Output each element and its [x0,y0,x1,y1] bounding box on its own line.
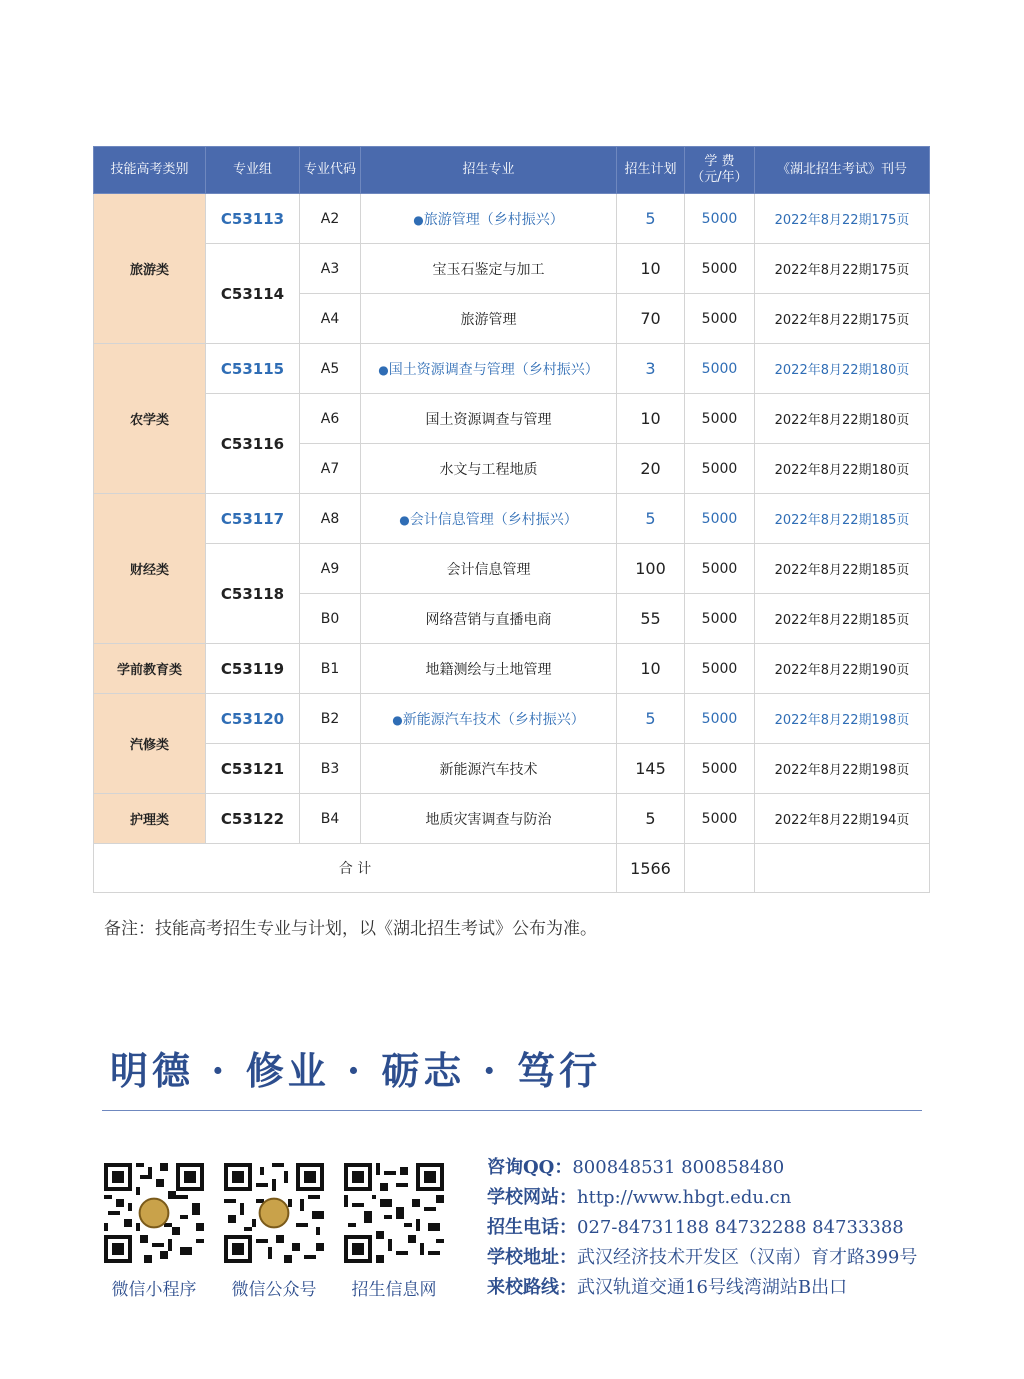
major-cell [361,494,617,544]
code-cell: B0 [300,594,361,644]
header-fee-line1: 学 费 [704,154,735,169]
table-header-row [94,147,930,194]
contact-route-value: 武汉轨道交通16号线湾湖站B出口 [577,1277,848,1298]
divider [102,1110,922,1111]
code-cell: A3 [300,244,361,294]
qr-label-admission-website: 招生信息网 [351,1280,437,1300]
fee-cell: 5000 [685,744,755,794]
admission-website-qr-icon[interactable] [344,1163,444,1263]
contact-route [487,1273,917,1303]
contact-route-label: 来校路线： [487,1277,577,1298]
table-row [94,644,930,694]
plan-cell: 10 [617,244,685,294]
group-cell: C53119 [206,644,300,694]
code-cell: B3 [300,744,361,794]
plan-cell: 145 [617,744,685,794]
plan-cell: 5 [617,494,685,544]
total-label: 合 计 [94,844,617,893]
contact-phone [487,1213,917,1243]
code-cell: B2 [300,694,361,744]
major-label: 国土资源调查与管理（乡村振兴） [388,361,599,378]
contact-website [487,1183,917,1213]
group-cell: C53121 [206,744,300,794]
major-cell [361,194,617,244]
header-plan: 招生计划 [617,147,685,194]
contact-phone-value: 027-84731188 84732288 84733388 [577,1217,904,1238]
contact-web-label: 学校网站： [487,1187,577,1208]
fee-cell: 5000 [685,694,755,744]
major-cell: 地质灾害调查与防治 [361,794,617,844]
header-issue: 《湖北招生考试》刊号 [755,147,930,194]
enrollment-table [93,146,930,893]
category-cell: 学前教育类 [94,644,206,694]
code-cell: A8 [300,494,361,544]
plan-cell: 5 [617,794,685,844]
plan-cell: 5 [617,194,685,244]
table-row [94,694,930,744]
qr-label-mini-program: 微信小程序 [111,1280,197,1300]
bullet-icon: ● [392,712,403,727]
major-cell: 水文与工程地质 [361,444,617,494]
header-group: 专业组 [206,147,300,194]
contact-qq-value: 800848531 800858480 [572,1157,785,1178]
code-cell: A5 [300,344,361,394]
major-cell: 地籍测绘与土地管理 [361,644,617,694]
major-cell: 会计信息管理 [361,544,617,594]
category-cell: 旅游类 [94,194,206,344]
plan-cell: 10 [617,394,685,444]
major-label: 新能源汽车技术（乡村振兴） [402,711,585,728]
group-cell: C53117 [206,494,300,544]
group-cell: C53115 [206,344,300,394]
contact-phone-label: 招生电话： [487,1217,577,1238]
plan-cell: 10 [617,644,685,694]
wechat-mini-program-qr-icon[interactable] [104,1163,204,1263]
code-cell: B4 [300,794,361,844]
group-cell: C53122 [206,794,300,844]
issue-cell: 2022年8月22期185页 [755,494,930,544]
group-cell: C53113 [206,194,300,244]
total-fee-empty [685,844,755,893]
table-row [94,744,930,794]
issue-cell: 2022年8月22期185页 [755,594,930,644]
major-cell [361,694,617,744]
table-row [94,344,930,394]
group-cell: C53120 [206,694,300,744]
issue-cell: 2022年8月22期180页 [755,444,930,494]
fee-cell: 5000 [685,494,755,544]
contact-address [487,1243,917,1273]
code-cell: A4 [300,294,361,344]
bullet-icon: ● [413,212,424,227]
contact-web-value[interactable]: http://www.hbgt.edu.cn [577,1187,792,1208]
table-row [94,494,930,544]
category-cell: 护理类 [94,794,206,844]
table-row [94,544,930,594]
issue-cell: 2022年8月22期190页 [755,644,930,694]
table-row [94,244,930,294]
code-cell: A2 [300,194,361,244]
code-cell: B1 [300,644,361,694]
plan-cell: 70 [617,294,685,344]
fee-cell: 5000 [685,294,755,344]
major-cell: 宝玉石鉴定与加工 [361,244,617,294]
plan-cell: 3 [617,344,685,394]
issue-cell: 2022年8月22期175页 [755,244,930,294]
contact-qq-label: 咨询QQ： [487,1157,573,1178]
code-cell: A6 [300,394,361,444]
plan-cell: 20 [617,444,685,494]
total-value: 1566 [617,844,685,893]
fee-cell: 5000 [685,544,755,594]
table-row [94,394,930,444]
wechat-official-account-qr-icon[interactable] [224,1163,324,1263]
major-cell: 网络营销与直播电商 [361,594,617,644]
qr-label-official-account: 微信公众号 [231,1280,317,1300]
contact-info [487,1153,917,1303]
major-cell: 旅游管理 [361,294,617,344]
issue-cell: 2022年8月22期175页 [755,194,930,244]
bullet-icon: ● [399,512,410,527]
footnote: 备注：技能高考招生专业与计划，以《湖北招生考试》公布为准。 [104,919,597,939]
issue-cell: 2022年8月22期198页 [755,744,930,794]
fee-cell: 5000 [685,444,755,494]
total-issue-empty [755,844,930,893]
category-cell: 汽修类 [94,694,206,794]
major-cell [361,344,617,394]
group-cell: C53114 [206,244,300,344]
fee-cell: 5000 [685,594,755,644]
major-label: 旅游管理（乡村振兴） [423,211,564,228]
header-fee [685,147,755,194]
group-cell: C53118 [206,544,300,644]
code-cell: A9 [300,544,361,594]
table-row [94,194,930,244]
school-motto: 明德 · 修业 · 砺志 · 笃行 [110,1048,602,1093]
contact-address-label: 学校地址： [487,1247,577,1268]
code-cell: A7 [300,444,361,494]
issue-cell: 2022年8月22期180页 [755,394,930,444]
major-cell: 新能源汽车技术 [361,744,617,794]
contact-qq [487,1153,917,1183]
header-fee-line2: （元/年） [691,170,748,185]
fee-cell: 5000 [685,194,755,244]
total-row [94,844,930,893]
fee-cell: 5000 [685,394,755,444]
issue-cell: 2022年8月22期198页 [755,694,930,744]
issue-cell: 2022年8月22期175页 [755,294,930,344]
fee-cell: 5000 [685,344,755,394]
major-cell: 国土资源调查与管理 [361,394,617,444]
major-label: 会计信息管理（乡村振兴） [409,511,578,528]
header-major: 招生专业 [361,147,617,194]
plan-cell: 55 [617,594,685,644]
plan-cell: 100 [617,544,685,594]
issue-cell: 2022年8月22期194页 [755,794,930,844]
plan-cell: 5 [617,694,685,744]
header-code: 专业代码 [300,147,361,194]
table-row [94,794,930,844]
contact-address-value: 武汉经济技术开发区（汉南）育才路399号 [577,1247,918,1268]
category-cell: 农学类 [94,344,206,494]
issue-cell: 2022年8月22期185页 [755,544,930,594]
fee-cell: 5000 [685,794,755,844]
fee-cell: 5000 [685,644,755,694]
fee-cell: 5000 [685,244,755,294]
group-cell: C53116 [206,394,300,494]
issue-cell: 2022年8月22期180页 [755,344,930,394]
category-cell: 财经类 [94,494,206,644]
header-category: 技能高考类别 [94,147,206,194]
bullet-icon: ● [378,362,389,377]
